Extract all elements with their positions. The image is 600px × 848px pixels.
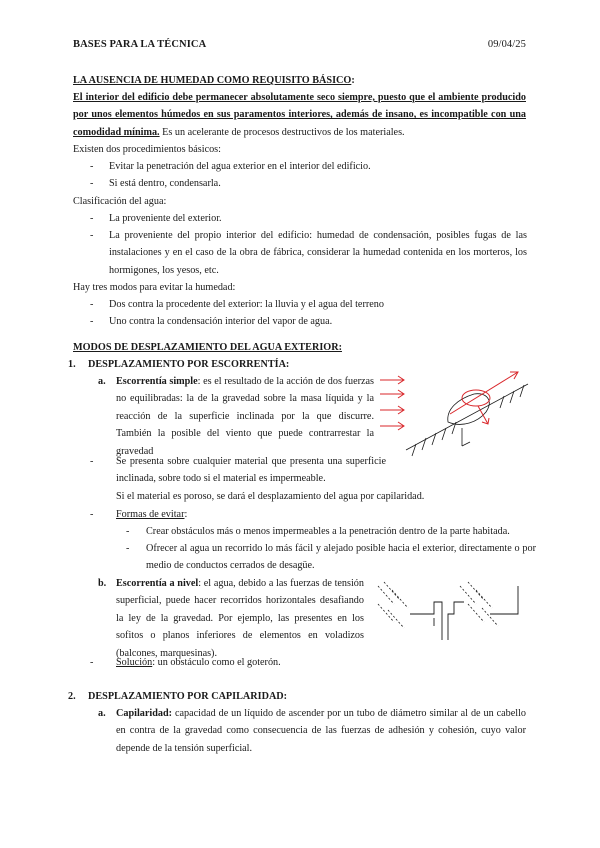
- document-page: BASES PARA LA TÉCNICA 09/04/25 LA AUSENCIA DE HUMEDAD COMO REQUISITO BÁSICO: El interior del edificio debe permanecer absolutamente seco siempre, puesto que el ambiente producido por unos elementos húmedos en sus paramentos interiores, además de insano, es incompatible con una comodidad mínima. Es un acelerante de procesos destructivos de los materiales. Existen dos procedimientos básicos: - Evitar la penetración del agua exterior en el interior del edificio. - Si está dentro, condensarla. Clasificación del agua: - La proveniente del exterior. - La proveniente del propio interior del edificio: humedad de condensación, posibles fugas de las instalaciones y en el caso de la obra de fábrica, considerar la humedad contenida en los morteros, los hormigones, los yesos, etc. Hay tres modos para evitar la humedad: - Dos contra la procedente del exterior: la lluvia y el agua del terreno - Uno contra la condensación interior del vapor de agua. MODOS DE DESPLAZAMIENTO DEL AGUA EXTERIOR: 1. DESPLAZAMIENTO POR ESCORRENTÍA: a. Escorrentía simple: es el resultado de la acción de dos fuerzas no equilibradas: la de la gravedad sobre la masa líquida y la reacción de la superficie inclinada por la que discurre. También la posible del viento que puede contrarrestar la gravedad - Se presenta sobre cualquier material que presenta una superficie inclinada, sobre todo si el material es impermeable. Si el material es poroso, se dará el desplazamiento del agua por capilaridad. - Formas de evitar: - Crear obstáculos más o menos impermeables a la penetración dentro de la parte habitada. - Ofrecer al agua un recorrido lo más fácil y alejado posible hacia el exterior, directamente o por medio de conductos cerrados de desagüe. b. Escorrentía a nivel: el agua, debido a las fuerzas de tensión superficial, puede hacer recorridos horizontales desafiando la ley de la gravedad. Por ejemplo, las presentes en los sofitos o planos inferiores de elementos en voladizos (balcones, marquesinas). - Solución: un obstáculo como el goterón. 2. DESPLAZAMIENTO POR CAPILARIDAD: a. Capilaridad: capacidad de un líquido de ascender por un tubo de diámetro similar al de un cabello en contra de la gravedad como consecuencia de las fuerzas de adhesión y cohesión, cuyo valor depende de la tensión superficial.: [0, 0, 600, 848]
- item1a-desc: : es el resultado de la acción de dos fuerzas no equilibradas: la de la gravedad sobre la masa líquida y la reacción de la superficie inclinada por la que discurre. También la posible del viento que puede contrarrestar la gravedad: [116, 376, 374, 457]
- item1-dash1-text: Se presenta sobre cualquier material que presenta una superficie inclinada, sobre todo si el material es impermeable.: [116, 456, 386, 485]
- header-title: BASES PARA LA TÉCNICA: [73, 39, 207, 50]
- item2a-text: [116, 705, 526, 757]
- item1a-text: [116, 373, 374, 460]
- item1-porous: Si el material es poroso, se dará el desplazamiento del agua por capilaridad.: [116, 491, 425, 502]
- forms-text: Ofrecer al agua un recorrido lo más fácil y alejado posible hacia el exterior, directamente o por medio de conductos cerrados de desagüe.: [146, 543, 536, 572]
- solution-label: Solución: [116, 657, 153, 668]
- item2a-term: Capilaridad:: [116, 708, 173, 719]
- modes-title: Hay tres modos para evitar la humedad:: [73, 282, 236, 293]
- procedure-text: Si está dentro, condensarla.: [109, 178, 221, 189]
- header-date: 09/04/25: [487, 39, 526, 50]
- intro-paragraph: [73, 89, 526, 141]
- runoff-sketch: [378, 364, 530, 460]
- procedure-text: Evitar la penetración del agua exterior en el interior del edificio.: [109, 161, 371, 172]
- item2a-label: a.: [98, 708, 106, 719]
- item1b-term: Escorrentía a nivel: [116, 578, 199, 589]
- item1-number: 1.: [68, 359, 76, 370]
- forms-text: Crear obstáculos más o menos impermeables a la penetración dentro de la parte habitada.: [146, 526, 510, 537]
- item1b-label: b.: [98, 578, 107, 589]
- item2-title: DESPLAZAMIENTO POR CAPILARIDAD:: [88, 691, 288, 702]
- procedures-title: Existen dos procedimientos básicos:: [73, 144, 221, 155]
- classification-title: Clasificación del agua:: [73, 196, 167, 207]
- mode-text: Uno contra la condensación interior del vapor de agua.: [109, 316, 333, 327]
- section1-heading: [73, 72, 533, 89]
- intro-rest: Es un acelerante de procesos destructivos de los materiales.: [159, 126, 405, 138]
- item1b-text: [116, 575, 364, 662]
- item1b-desc: : el agua, debido a las fuerzas de tensión superficial, puede hacer recorridos horizontales desafiando la ley de la gravedad. Por ejemplo, las presentes en los sofitos o planos inferiores de elementos en voladizos (balcones, marquesinas).: [116, 578, 364, 659]
- forms-title: Formas de evitar: [116, 509, 185, 520]
- intro-bold: El interior del edificio debe permanecer absolutamente seco siempre, puesto que el ambiente producido por unos elementos húmedos en sus paramentos interiores, además de insano, es incompatible con una comodidad mínima.: [73, 92, 526, 138]
- section1-heading-colon: :: [351, 75, 355, 86]
- solution-text: : un obstáculo como el goterón.: [152, 657, 281, 668]
- section2-heading: MODOS DE DESPLAZAMIENTO DEL AGUA EXTERIOR:: [73, 342, 342, 353]
- forms-colon: :: [184, 509, 188, 520]
- section1-heading-text: LA AUSENCIA DE HUMEDAD COMO REQUISITO BÁSICO: [73, 75, 352, 86]
- mode-text: Dos contra la procedente del exterior: la lluvia y el agua del terreno: [109, 299, 384, 310]
- item1a-label: a.: [98, 376, 106, 387]
- item2a-desc: capacidad de un líquido de ascender por un tubo de diámetro similar al de un cabello en contra de la gravedad como consecuencia de las fuerzas de adhesión y cohesión, cuyo valor depende de la tensión superficial.: [116, 708, 526, 754]
- classification-text: La proveniente del exterior.: [109, 213, 222, 224]
- item2-number: 2.: [68, 691, 76, 702]
- classification-text: La proveniente del propio interior del edificio: humedad de condensación, posibles fugas de las instalaciones y en el caso de la obra de fábrica, considerar la humedad contenida en los morteros, los hormigones, los yesos, etc.: [109, 230, 527, 276]
- drip-sketch: [372, 578, 522, 644]
- item1a-term: Escorrentía simple: [116, 376, 198, 387]
- item1-title: DESPLAZAMIENTO POR ESCORRENTÍA:: [88, 359, 290, 370]
- item2-heading: [68, 688, 528, 705]
